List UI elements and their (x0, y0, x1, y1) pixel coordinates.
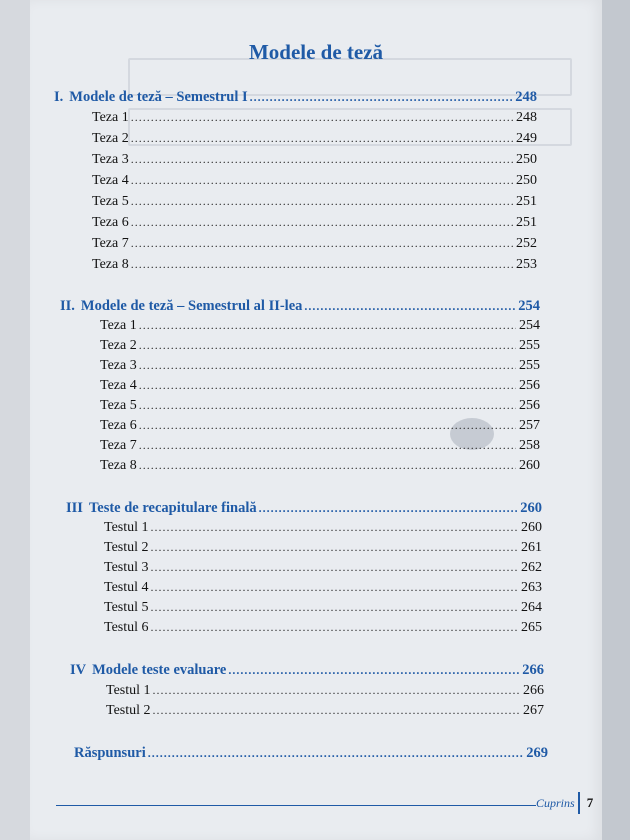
toc-item-label: Testul 2 (104, 540, 149, 555)
toc-item[interactable] (104, 560, 542, 580)
toc-item-page: 263 (521, 580, 542, 595)
answers-label: Răspunsuri (74, 745, 146, 761)
toc-item[interactable] (100, 378, 540, 398)
toc-item-page: 258 (519, 438, 540, 453)
toc-item-page: 257 (519, 418, 540, 433)
toc-item-label: Teza 1 (100, 318, 137, 333)
toc-item-page: 248 (516, 110, 537, 125)
toc-item-page: 254 (519, 318, 540, 333)
toc-item-page: 251 (516, 194, 537, 209)
toc-item[interactable] (92, 194, 537, 214)
toc-item-label: Teza 6 (92, 215, 129, 230)
toc-section-4[interactable] (70, 662, 544, 682)
toc-item[interactable] (92, 152, 537, 172)
leader-dots (139, 358, 516, 373)
toc-item-label: Teza 4 (92, 173, 129, 188)
toc-item-page: 264 (521, 600, 542, 615)
toc-item-page: 249 (516, 131, 537, 146)
toc-item-label: Teza 8 (92, 257, 129, 272)
toc-item[interactable] (92, 257, 537, 277)
toc-section-3[interactable] (66, 500, 542, 520)
toc-item-page: 252 (516, 236, 537, 251)
toc-item-page: 265 (521, 620, 542, 635)
leader-dots (151, 580, 518, 595)
leader-dots (139, 418, 516, 433)
leader-dots (153, 703, 520, 718)
toc-item-page: 255 (519, 358, 540, 373)
section-number: II. (60, 298, 75, 314)
toc-item[interactable] (92, 173, 537, 193)
document-page (30, 0, 602, 840)
section-number: III (66, 500, 83, 516)
leader-dots (131, 257, 513, 272)
toc-section-2[interactable] (60, 298, 540, 318)
toc-item-page: 260 (519, 458, 540, 473)
toc-item[interactable] (100, 358, 540, 378)
toc-item-label: Testul 1 (104, 520, 149, 535)
leader-dots (139, 318, 516, 333)
toc-item-label: Teza 5 (92, 194, 129, 209)
toc-item-label: Testul 6 (104, 620, 149, 635)
toc-item-label: Teza 7 (92, 236, 129, 251)
leader-dots (139, 378, 516, 393)
toc-item[interactable] (104, 620, 542, 640)
leader-dots (259, 501, 518, 516)
toc-item[interactable] (106, 683, 544, 703)
toc-item-label: Teza 4 (100, 378, 137, 393)
toc-section-1[interactable] (54, 89, 537, 109)
leader-dots (131, 173, 513, 188)
toc-item[interactable] (100, 458, 540, 478)
leader-dots (131, 236, 513, 251)
toc-item[interactable] (100, 318, 540, 338)
toc-item-page: 261 (521, 540, 542, 555)
toc-item[interactable] (106, 703, 544, 723)
leader-dots (131, 110, 513, 125)
section-label: Modele teste evaluare (92, 662, 227, 678)
toc-item-label: Testul 5 (104, 600, 149, 615)
footer-rule (56, 805, 536, 806)
page-title: Modele de teză (248, 40, 384, 64)
toc-item[interactable] (92, 110, 537, 130)
toc-item[interactable] (104, 580, 542, 600)
leader-dots (131, 215, 513, 230)
toc-item-page: 260 (521, 520, 542, 535)
leader-dots (153, 683, 520, 698)
book-edge (602, 0, 630, 840)
toc-item-label: Testul 3 (104, 560, 149, 575)
section-page: 266 (522, 662, 544, 678)
leader-dots (250, 90, 513, 105)
toc-item[interactable] (92, 131, 537, 151)
leader-dots (228, 663, 519, 678)
toc-item[interactable] (100, 398, 540, 418)
leader-dots (131, 194, 513, 209)
toc-item[interactable] (92, 236, 537, 256)
toc-item-label: Teza 8 (100, 458, 137, 473)
toc-item-label: Teza 2 (100, 338, 137, 353)
toc-item-page: 256 (519, 398, 540, 413)
toc-item-label: Teza 2 (92, 131, 129, 146)
leader-dots (151, 520, 518, 535)
toc-item-label: Teza 6 (100, 418, 137, 433)
leader-dots (151, 560, 518, 575)
leader-dots (151, 600, 518, 615)
section-page: 260 (520, 500, 542, 516)
leader-dots (139, 338, 516, 353)
footer-label: Cuprins (536, 796, 575, 810)
leader-dots (139, 438, 516, 453)
toc-item[interactable] (100, 338, 540, 358)
toc-item-page: 250 (516, 152, 537, 167)
toc-item-label: Testul 1 (106, 683, 151, 698)
leader-dots (148, 746, 524, 761)
section-page: 248 (515, 89, 537, 105)
toc-item-page: 253 (516, 257, 537, 272)
section-label: Modele de teză – Semestrul I (69, 89, 248, 105)
toc-item[interactable] (100, 438, 540, 458)
toc-item-label: Testul 4 (104, 580, 149, 595)
section-number: I. (54, 89, 64, 105)
toc-item-page: 266 (523, 683, 544, 698)
toc-item-page: 256 (519, 378, 540, 393)
answers-page: 269 (526, 745, 548, 761)
toc-item-label: Teza 7 (100, 438, 137, 453)
toc-item-label: Teza 3 (92, 152, 129, 167)
section-label: Teste de recapitulare finală (88, 500, 257, 516)
toc-item[interactable] (104, 540, 542, 560)
toc-item-page: 262 (521, 560, 542, 575)
leader-dots (131, 152, 513, 167)
section-page: 254 (518, 298, 540, 314)
toc-item[interactable] (104, 600, 542, 620)
leader-dots (151, 620, 518, 635)
section-number: IV (70, 662, 87, 678)
book-spine-shadow (0, 0, 30, 840)
toc-item[interactable] (92, 215, 537, 235)
toc-answers[interactable] (74, 745, 548, 765)
toc-item[interactable] (104, 520, 542, 540)
toc-item-label: Teza 1 (92, 110, 129, 125)
toc-item-label: Testul 2 (106, 703, 151, 718)
leader-dots (151, 540, 518, 555)
toc-item-label: Teza 5 (100, 398, 137, 413)
leader-dots (131, 131, 513, 146)
leader-dots (139, 398, 516, 413)
section-label: Modele de teză – Semestrul al II-lea (80, 298, 303, 314)
toc-item-page: 251 (516, 215, 537, 230)
toc-item[interactable] (100, 418, 540, 438)
leader-dots (304, 299, 515, 314)
toc-item-label: Teza 3 (100, 358, 137, 373)
toc-item-page: 267 (523, 703, 544, 718)
page-number: 7 (578, 792, 600, 814)
toc-item-page: 255 (519, 338, 540, 353)
toc-item-page: 250 (516, 173, 537, 188)
leader-dots (139, 458, 516, 473)
